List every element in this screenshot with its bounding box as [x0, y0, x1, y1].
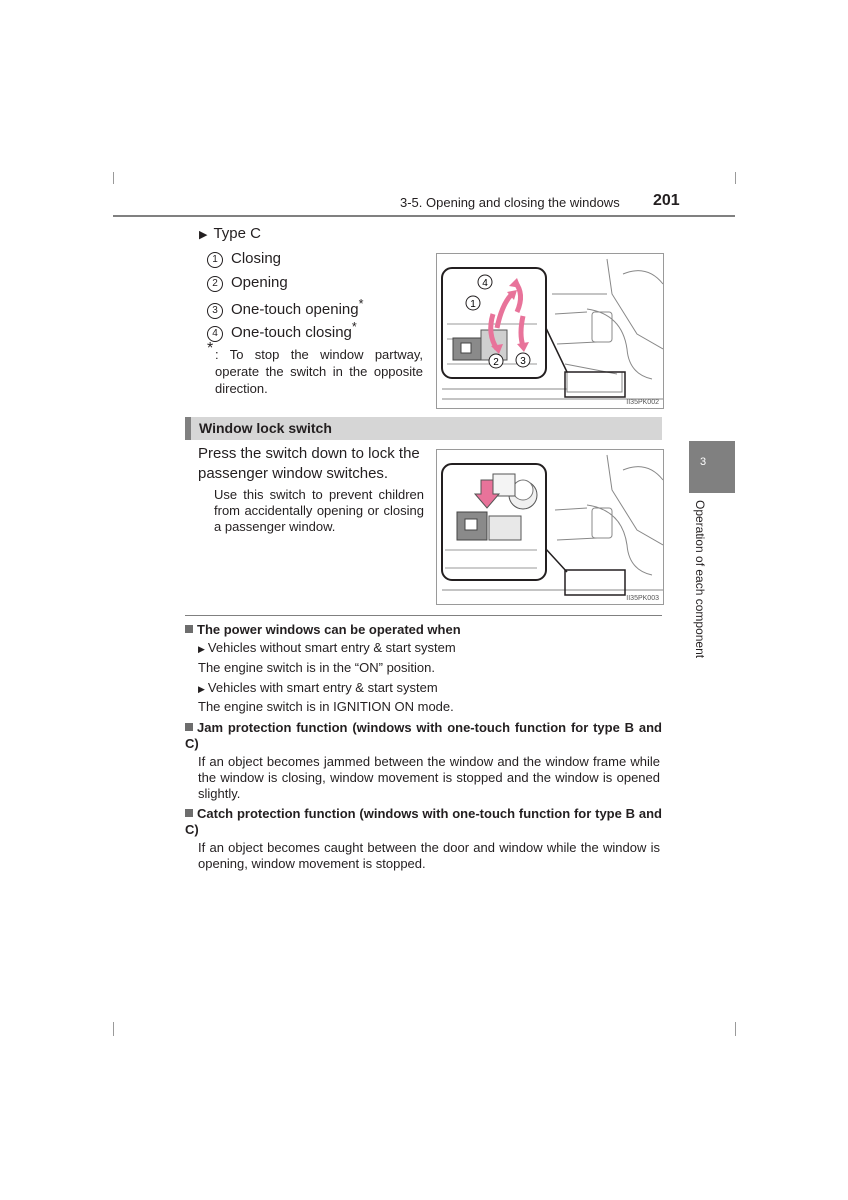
section-title: Window lock switch — [199, 420, 332, 436]
figure-window-switch-operation — [436, 253, 664, 409]
switch-illustration — [437, 254, 663, 408]
circled-number: 3 — [207, 303, 223, 319]
crop-mark — [735, 172, 736, 184]
info-text: If an object becomes jammed between the window and the window frame while the window is closing, window movement is stopped and the window is opened slightly. — [198, 754, 660, 801]
section-heading-bar — [185, 417, 662, 440]
window-lock-lead: Press the switch down to lock the passenger window switches. — [198, 445, 420, 482]
footnote-mark: * — [207, 340, 214, 357]
window-lock-note: Use this switch to prevent children from accidentally opening or closing a passenger window. — [214, 487, 424, 534]
info-rule — [185, 615, 662, 616]
callout-3: 3 — [520, 356, 526, 367]
crop-mark — [113, 172, 114, 184]
list-item: 1 Closing — [207, 250, 281, 268]
info-sub-item: ▶ Vehicles with smart entry & start system — [198, 680, 438, 695]
square-bullet-icon — [185, 809, 193, 817]
figure-code: II35PK002 — [626, 399, 659, 406]
info-heading-catch: Catch protection function (windows with one-touch function for type B and C) — [185, 806, 662, 837]
circled-number: 1 — [207, 252, 223, 268]
figure-window-lock-switch — [436, 449, 664, 605]
triangle-bullet-icon: ▶ — [198, 684, 205, 694]
info-text: The engine switch is in the “ON” position. — [198, 660, 435, 675]
crop-mark — [735, 1022, 736, 1036]
list-item: 4 One-touch closing* — [207, 320, 357, 342]
list-item: 3 One-touch opening* — [207, 297, 363, 319]
callout-1: 1 — [470, 299, 476, 310]
circled-number: 4 — [207, 326, 223, 342]
square-bullet-icon — [185, 723, 193, 731]
callout-4: 4 — [482, 278, 488, 289]
figure-code: II35PK003 — [626, 595, 659, 602]
chapter-label: Operation of each component — [693, 500, 707, 659]
callout-2: 2 — [493, 357, 499, 368]
triangle-bullet-icon: ▶ — [199, 229, 208, 241]
page-number: 201 — [653, 192, 680, 209]
running-header: 3-5. Opening and closing the windows — [400, 195, 620, 210]
square-bullet-icon — [185, 625, 193, 633]
list-item: 2 Opening — [207, 274, 288, 292]
crop-mark — [113, 1022, 114, 1036]
info-heading-jam: Jam protection function (windows with one-touch function for type B and C) — [185, 720, 662, 751]
footnote-text: : To stop the window partway, operate the switch in the opposite direction. — [215, 347, 423, 396]
lock-switch-illustration — [437, 450, 663, 604]
info-text: If an object becomes caught between the door and window while the window is opening, window movement is stopped. — [198, 840, 660, 871]
info-text: The engine switch is in IGNITION ON mode. — [198, 699, 454, 714]
triangle-bullet-icon: ▶ — [198, 644, 205, 654]
chapter-tab — [689, 441, 735, 493]
circled-number: 2 — [207, 276, 223, 292]
header-rule — [113, 215, 735, 217]
type-c-heading: ▶ Type C — [199, 225, 261, 242]
info-heading-power-windows: The power windows can be operated when — [185, 622, 662, 638]
chapter-number: 3 — [700, 456, 707, 468]
info-sub-item: ▶ Vehicles without smart entry & start system — [198, 640, 456, 655]
